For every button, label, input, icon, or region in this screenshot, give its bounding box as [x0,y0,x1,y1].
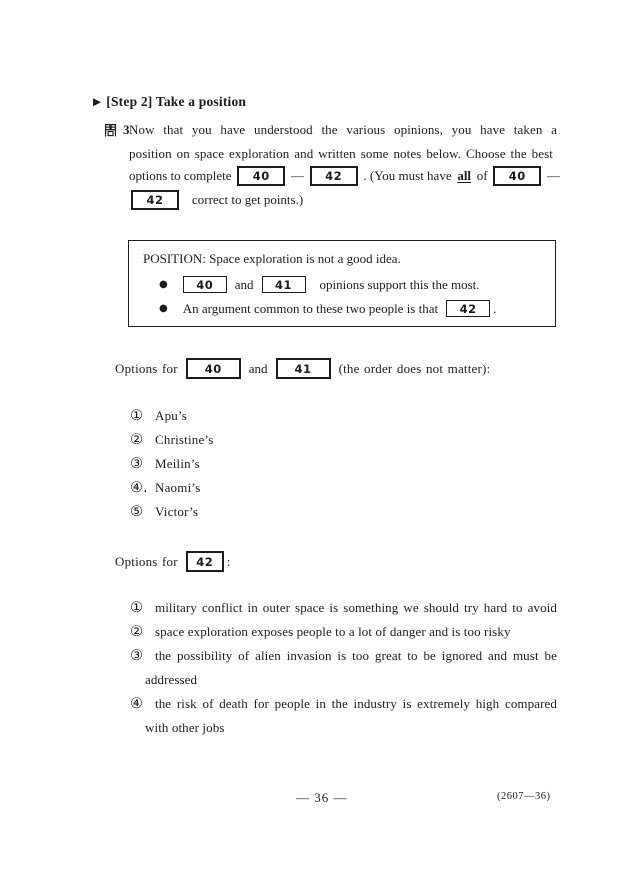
step-header [93,94,246,110]
emphasized-all: all [457,167,472,183]
circled-1-icon: ① [130,599,143,616]
option-item [130,503,198,521]
question-line-4 [131,189,303,210]
form-code: (2607—36) [497,791,551,802]
question-number-digit: 3 [123,121,130,137]
answer-box-41: 41 [276,358,331,379]
answer-box-40: 40 [186,358,241,379]
circled-2-icon: ② [130,431,143,448]
option-text: addressed [145,672,198,687]
position-title: POSITION: Space exploration is not a good idea. [143,251,401,266]
bullet-text: and [234,276,254,292]
question-number [104,121,130,138]
option-item [130,431,214,449]
position-bullet-2 [159,299,496,318]
answer-box-40: 40 [493,166,541,186]
circled-3-icon: ③ [130,648,143,664]
step-label: [Step 2] [106,94,153,109]
label-text: (the order does not matter): [338,360,491,376]
bullet-icon: ● [159,303,168,314]
label-text: Options for [115,360,178,376]
option-text: space exploration exposes people to a lot of danger and is too risky [155,624,511,639]
answer-box-40: 40 [237,166,285,186]
bullet-text: . [493,300,497,316]
label-text: : [226,553,231,569]
option-item [130,479,200,497]
label-text: Options for [115,553,178,569]
options-40-41-label [115,358,490,379]
question-text: of [476,167,488,183]
circled-3-icon: ③ [130,456,143,472]
answer-box-42: 42 [186,551,224,572]
circled-2-icon: ② [130,624,143,640]
answer-box-41: 41 [262,276,306,293]
bullet-text: opinions support this the most. [319,276,480,292]
option-item [130,692,557,740]
option-item [130,455,200,473]
answer-box-42: 42 [131,190,179,210]
question-line-1: Now that you have understood the various opinions, you have taken a [129,122,557,137]
answer-box-42: 42 [310,166,358,186]
question-line-3 [129,165,560,186]
circled-5-icon: ⑤ [130,504,143,520]
option-text: Apu’s [155,408,188,423]
kanji-mon-icon [104,123,117,137]
step-marker-icon: ▶ [93,96,102,108]
position-bullet-1 [159,275,480,294]
bullet-icon: ● [159,279,168,290]
answer-box-40: 40 [183,276,227,293]
question-text: options to complete [129,167,232,183]
option-text: with other jobs [145,719,225,735]
question-text: correct to get points.) [192,191,304,207]
position-notes-box [128,240,556,327]
bullet-text: An argument common to these two people is that [182,300,439,316]
page-number: — 36 — [296,790,348,805]
step-title: Take a position [155,94,247,109]
option-text: Meilin’s [155,456,200,471]
dash: — [547,167,560,183]
options-42-label [115,551,230,572]
option-text: Naomi’s [155,479,201,495]
option-text: the possibility of alien invasion is too great to be ignored and must be [155,648,557,663]
circled-4-icon: ④. [130,479,148,496]
dash: — [290,167,304,183]
question-text: . (You must have [363,167,452,183]
option-text: the risk of death for people in the industry is extremely high compared [155,695,557,711]
option-item [130,644,557,692]
circled-1-icon: ① [130,408,143,424]
label-text: and [248,360,268,376]
option-item [130,596,557,620]
option-item [130,620,557,644]
circled-4-icon: ④ [130,695,143,712]
question-line-2: position on space exploration and written some notes below. Choose the best [129,146,553,161]
option-text: Christine’s [155,431,214,447]
answer-box-42: 42 [446,300,490,317]
option-text: military conflict in outer space is something we should try hard to avoid [155,599,557,615]
option-text: Victor’s [155,504,199,519]
option-item [130,407,187,425]
